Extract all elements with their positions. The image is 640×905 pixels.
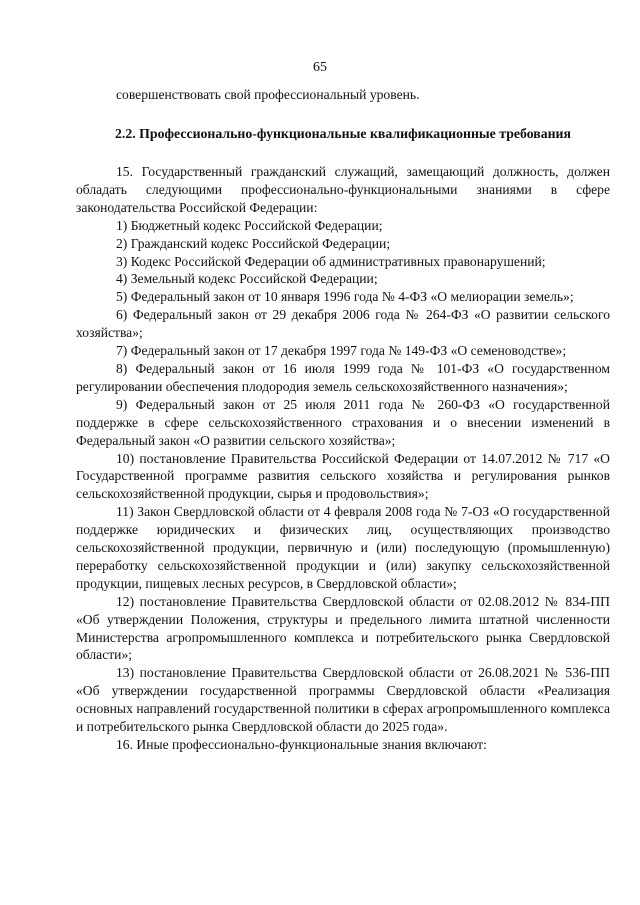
- page-number: 65: [313, 60, 327, 75]
- list-item-9: 9) Федеральный закон от 25 июля 2011 года № 260-ФЗ «О государственной поддержке в сфере сельскохозяйственного страхования и о внесении изменений в Федеральный закон «О развитии сельского хозяйства»;: [76, 396, 610, 448]
- list-item-4: 4) Земельный кодекс Российской Федерации;: [116, 271, 378, 287]
- paragraph-15: 15. Государственный гражданский служащий, замещающий должность, должен обладать следующими профессионально-функциональными знаниями в сфере законодательства Российской Федерации:: [76, 164, 610, 215]
- paragraph-16: 16. Иные профессионально-функциональные знания включают:: [116, 737, 487, 752]
- list-item-10: 10) постановление Правительства Российской Федерации от 14.07.2012 № 717 «О Государственной программе развития сельского хозяйства и регулирования рынков сельскохозяйственной продукции, сырья и продовольствия»;: [76, 450, 610, 502]
- list-item-13: 13) постановление Правительства Свердловской области от 26.08.2021 № 536-ПП «Об утверждении государственной программы Свердловской области «Реализация основных направлений государственной политики в сферах агропромышленного комплекса и потребительского рынка Свердловской области до 2025 года».: [76, 665, 610, 735]
- document-body: [76, 86, 610, 754]
- list-item-7: 7) Федеральный закон от 17 декабря 1997 года № 149-ФЗ «О семеноводстве»;: [116, 343, 567, 359]
- list-item-1: 1) Бюджетный кодекс Российской Федерации;: [116, 217, 383, 233]
- list-item-12: 12) постановление Правительства Свердловской области от 02.08.2012 № 834-ПП «Об утверждении Положения, структуры и предельного лимита штатной численности Министерства агропромышленного комплекса и потребительского рынка Свердловской области»;: [76, 593, 610, 663]
- list-item-8: 8) Федеральный закон от 16 июля 1999 года № 101-ФЗ «О государственном регулировании обеспечения плодородия земель сельскохозяйственного назначения»;: [76, 360, 610, 394]
- list-item-2: 2) Гражданский кодекс Российской Федерации;: [116, 235, 391, 251]
- section-heading: 2.2. Профессионально-функциональные квалификационные требования: [115, 126, 571, 141]
- list-item-3: 3) Кодекс Российской Федерации об административных правонарушений;: [116, 253, 546, 269]
- list-item-6: 6) Федеральный закон от 29 декабря 2006 года № 264-ФЗ «О развитии сельского хозяйства»;: [76, 307, 610, 341]
- continued-text-line: совершенствовать свой профессиональный уровень.: [116, 87, 420, 102]
- list-item-5: 5) Федеральный закон от 10 января 1996 года № 4-ФЗ «О мелиорации земель»;: [116, 289, 574, 305]
- list-item-11: 11) Закон Свердловской области от 4 февраля 2008 года № 7-ОЗ «О государственной поддержке юридических и физических лиц, осуществляющих производство сельскохозяйственной продукции, первичную и (или) последующую (промышленную) переработку сельскохозяйственной продукции и (или) закупку сельскохозяйственной продукции, пищевых лесных ресурсов, в Свердловской области»;: [76, 504, 610, 591]
